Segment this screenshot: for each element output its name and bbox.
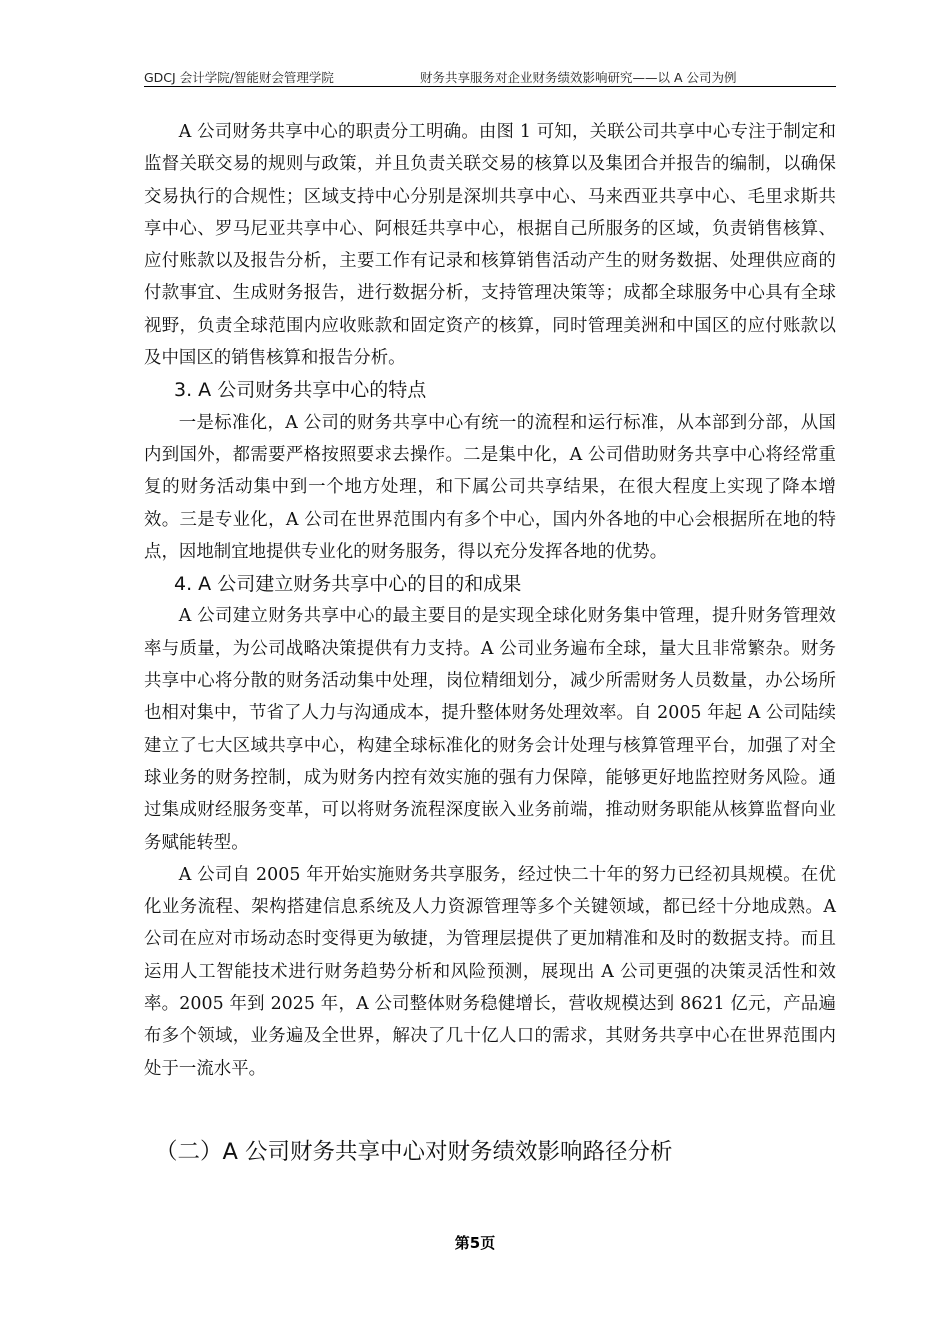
header-institution: GDCJ 会计学院/智能财会管理学院 bbox=[144, 70, 334, 85]
page-number: 第5页 bbox=[454, 1234, 496, 1252]
main-content bbox=[144, 116, 836, 1085]
paragraph-results: A 公司自 2005 年开始实施财务共享服务，经过快二十年的努力已经初具规模。在优化业务流程、架构搭建信息系统及人力资源管理等多个关键领域，都已经十分地成熟。A 公司在应对市场动态时变得更为敏捷，为管理层提供了更加精准和及时的数据支持。而且运用人工智能技术进行财务趋势分析和风险预测，展现出 A 公司更强的决策灵活性和效率。2005 年到 2025 年，A 公司整体财务稳健增长，营收规模达到 8621 亿元，产品遍布多个领域，业务遍及全世界，解决了几十亿人口的需求，其财务共享中心在世界范围内处于一流水平。 bbox=[144, 864, 836, 1079]
header-thesis-title: 财务共享服务对企业财务绩效影响研究——以 A 公司为例 bbox=[420, 70, 737, 85]
heading-characteristics: 3. A 公司财务共享中心的特点 bbox=[174, 379, 427, 402]
page-header bbox=[144, 66, 836, 86]
paragraph-responsibilities: A 公司财务共享中心的职责分工明确。由图 1 可知，关联公司共享中心专注于制定和监督关联交易的规则与政策，并且负责关联交易的核算以及集团合并报告的编制，以确保交易执行的合规性；区域支持中心分别是深圳共享中心、马来西亚共享中心、毛里求斯共享中心、罗马尼亚共享中心、阿根廷共享中心，根据自己所服务的区域，负责销售核算、应付账款以及报告分析，主要工作有记录和核算销售活动产生的财务数据、处理供应商的付款事宜、生成财务报告，进行数据分析，支持管理决策等；成都全球服务中心具有全球视野，负责全球范围内应收账款和固定资产的核算，同时管理美洲和中国区的应付账款以及中国区的销售核算和报告分析。 bbox=[144, 122, 836, 369]
header-rule bbox=[144, 86, 836, 87]
section-title: （二）A 公司财务共享中心对财务绩效影响路径分析 bbox=[155, 1139, 673, 1165]
heading-purpose-results: 4. A 公司建立财务共享中心的目的和成果 bbox=[174, 573, 522, 596]
paragraph-characteristics: 一是标准化，A 公司的财务共享中心有统一的流程和运行标准，从本部到分部，从国内到国外，都需要严格按照要求去操作。二是集中化，A 公司借助财务共享中心将经常重复的财务活动集中到一个地方处理，和下属公司共享结果，在很大程度上实现了降本增效。三是专业化，A 公司在世界范围内有多个中心，国内外各地的中心会根据所在地的特点，因地制宜地提供专业化的财务服务，得以充分发挥各地的优势。 bbox=[144, 412, 836, 562]
paragraph-purpose: A 公司建立财务共享中心的最主要目的是实现全球化财务集中管理，提升财务管理效率与质量，为公司战略决策提供有力支持。A 公司业务遍布全球，量大且非常繁杂。财务共享中心将分散的财务活动集中处理，岗位精细划分，减少所需财务人员数量，办公场所也相对集中，节省了人力与沟通成本，提升整体财务处理效率。自 2005 年起 A 公司陆续建立了七大区域共享中心，构建全球标准化的财务会计处理与核算管理平台，加强了对全球业务的财务控制，成为财务内控有效实施的强有力保障，能够更好地监控财务风险。通过集成财经服务变革，可以将财务流程深度嵌入业务前端，推动财务职能从核算监督向业务赋能转型。 bbox=[144, 606, 836, 853]
